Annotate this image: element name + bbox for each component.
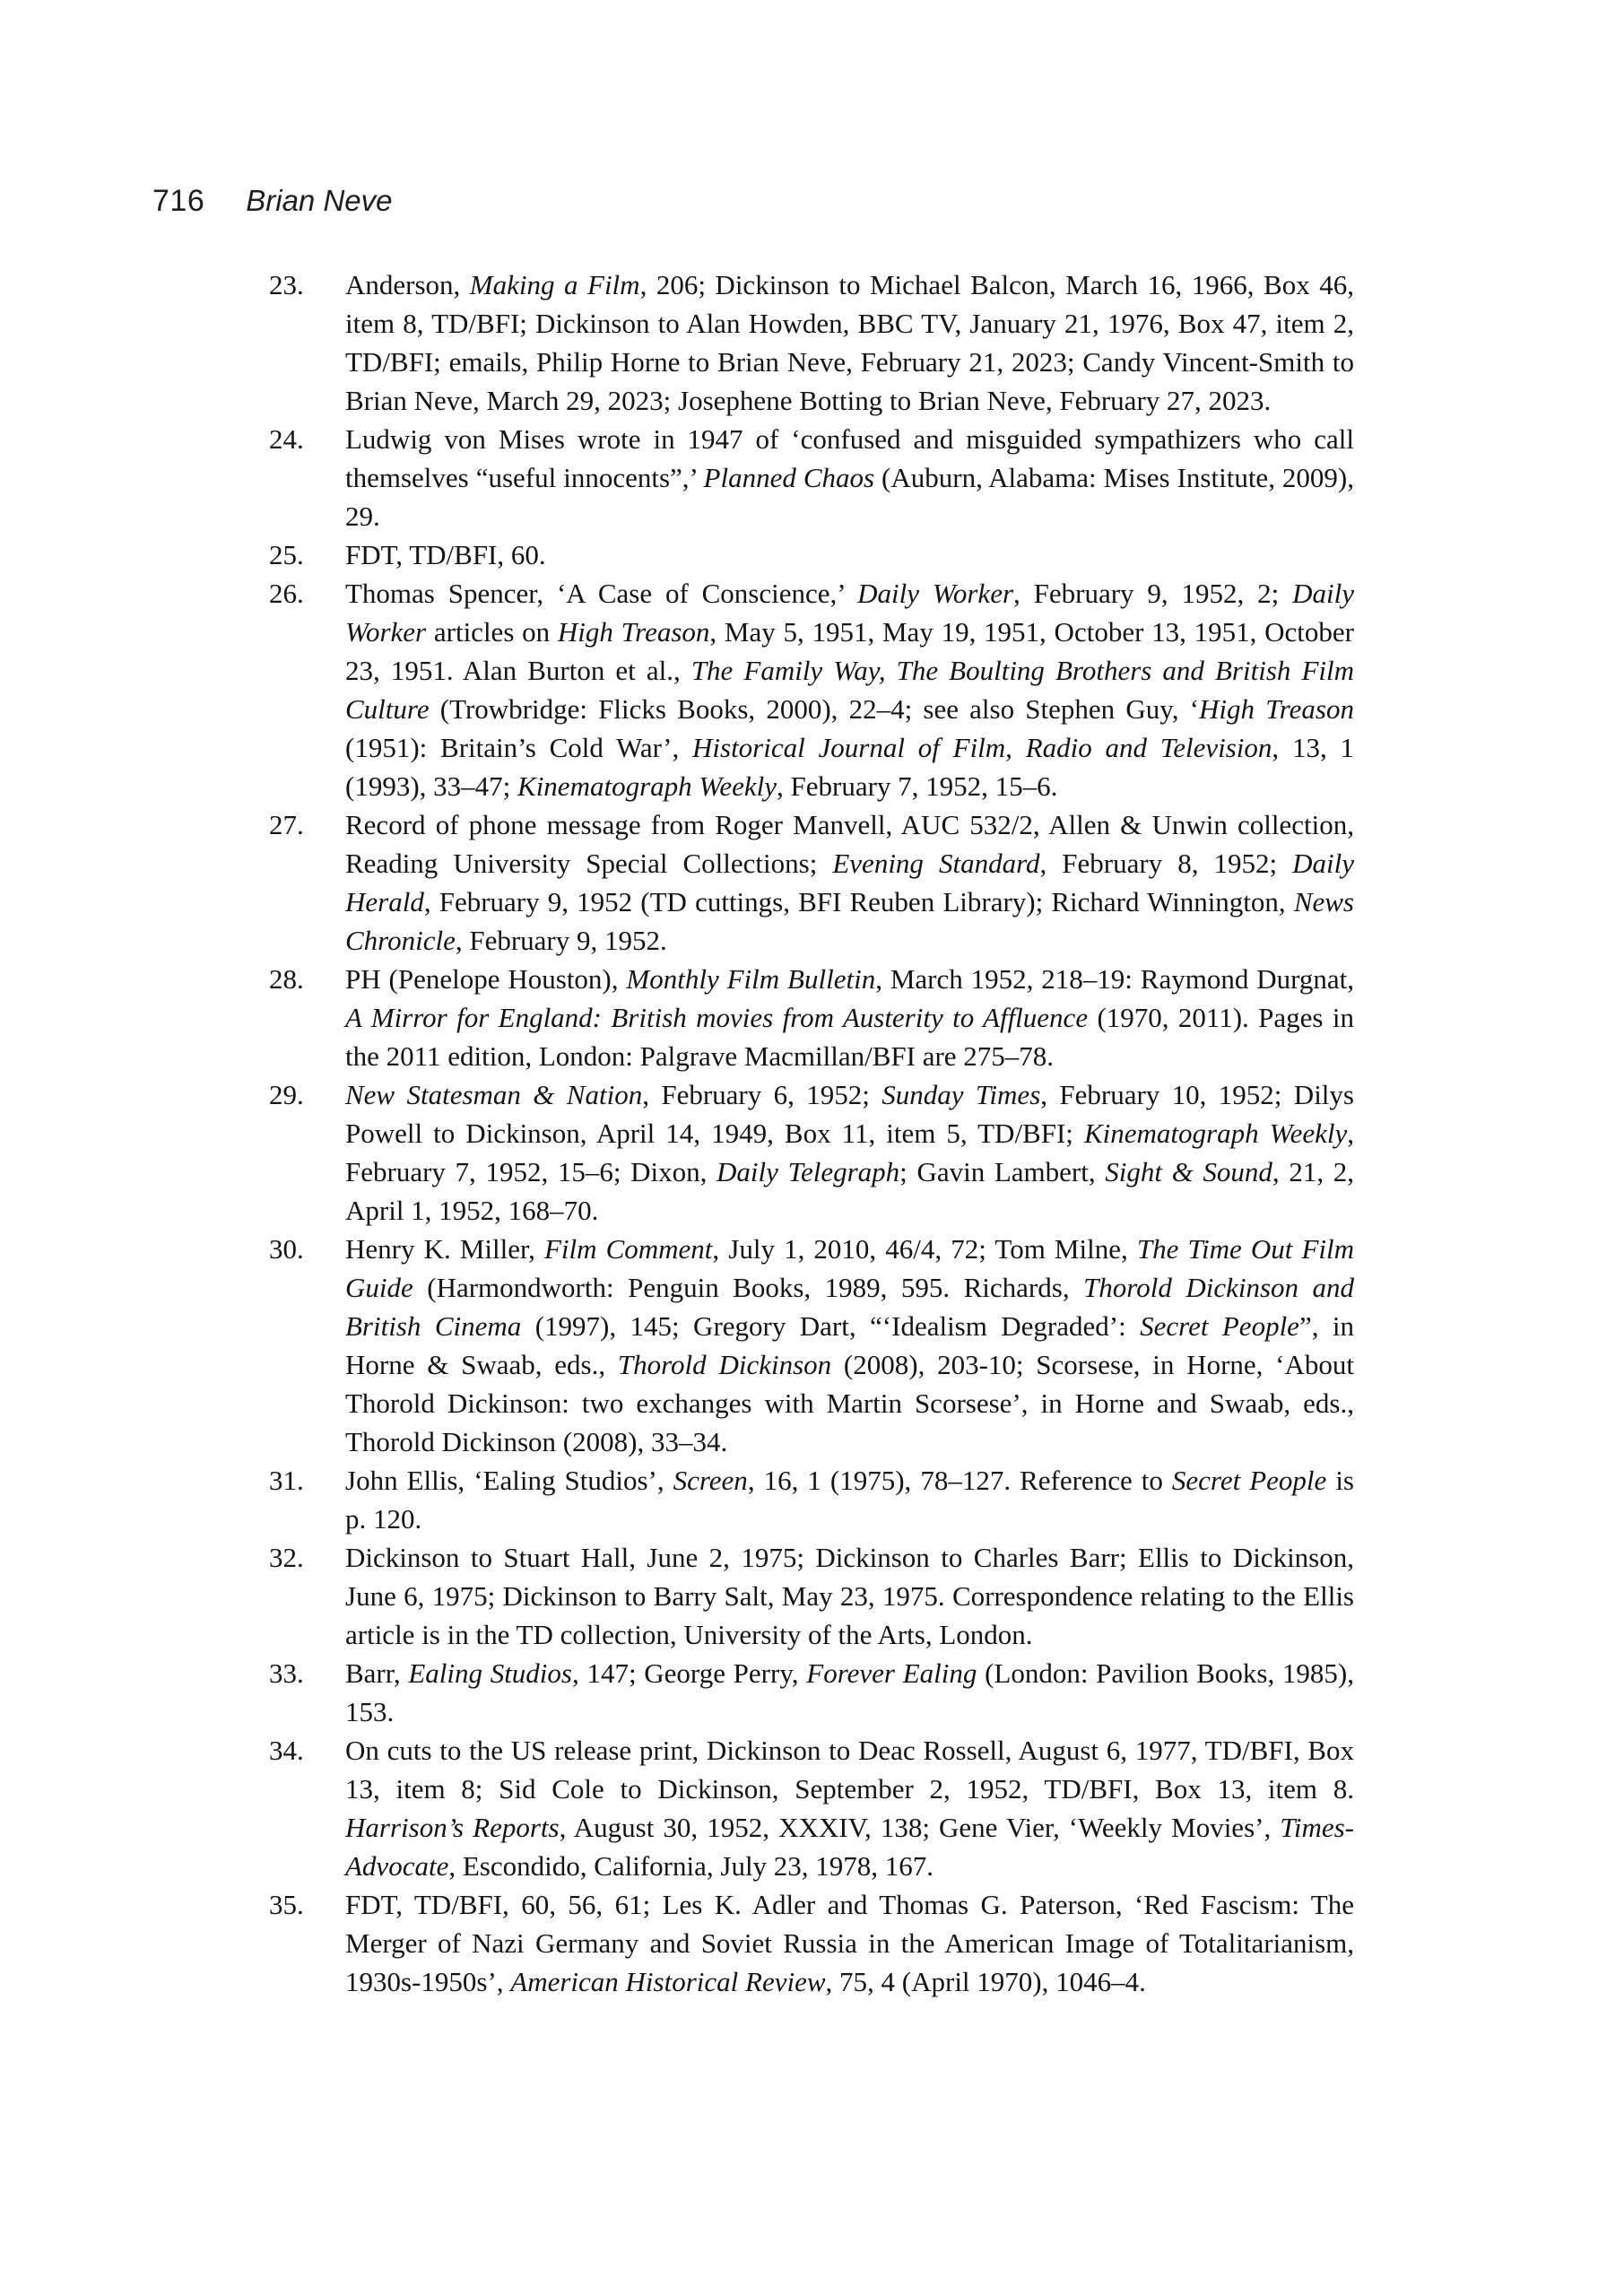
note-text-run: (2008), 203-10; Scorsese, in Horne, ‘About Thorold Dickinson: two exchanges with Martin Scorsese’, in Horne and Swaab, eds., Thorold Dickinson (2008), 33–34.: [345, 1349, 1355, 1457]
note-text-run: ”, in Horne & Swaab, eds.,: [345, 1310, 1355, 1380]
note-text: [345, 1538, 1354, 1654]
note-text-run: , February 9, 1952 (TD cuttings, BFI Reuben Library); Richard Winnington,: [423, 886, 1294, 918]
note-text-italic-run: Secret People: [1171, 1465, 1327, 1496]
note-text-run: , 147; George Perry,: [571, 1657, 807, 1689]
note-text-run: , 206; Dickinson to Michael Balcon, March 16, 1966, Box 46, item 8, TD/BFI; Dickinson to Alan Howden, BBC TV, January 21, 1976, Box 47, item 2, TD/BFI; emails, Philip Horne to Brian Neve, February 21, 2023; Candy Vincent-Smith to Brian Neve, March 29, 2023; Josephene Botting to Brian Neve, February 27, 2023.: [345, 269, 1354, 416]
note-number: 35.: [269, 1889, 304, 1920]
note-text-italic-run: Secret People: [1140, 1310, 1299, 1342]
note-text: [345, 535, 1354, 574]
note-text-run: John Ellis, ‘Ealing Studios’,: [345, 1465, 673, 1496]
note-text-italic-run: Planned Chaos: [703, 462, 875, 493]
note-item: [269, 1230, 1354, 1461]
note-text: [345, 960, 1354, 1075]
note-text-run: (Harmondworth: Penguin Books, 1989, 595. Richards,: [413, 1272, 1084, 1303]
note-text-italic-run: A Mirror for England: British movies from Austerity to Affluence: [345, 1002, 1089, 1033]
note-text-italic-run: New Statesman & Nation: [345, 1079, 643, 1110]
note-text: [345, 420, 1354, 535]
note-text-run: , February 7, 1952, 15–6.: [777, 770, 1058, 802]
note-text-run: , July 1, 2010, 46/4, 72; Tom Milne,: [712, 1233, 1137, 1265]
note-text-run: Dickinson to Stuart Hall, June 2, 1975; Dickinson to Charles Barr; Ellis to Dickinson, June 6, 1975; Dickinson to Barry Salt, May 23, 1975. Correspondence relating to the Ellis article is in the TD collection, University of the Arts, London.: [345, 1542, 1354, 1650]
note-text-run: , Escondido, California, July 23, 1978, 167.: [448, 1850, 934, 1882]
note-text-run: (1997), 145; Gregory Dart, “‘Idealism Degraded’:: [521, 1310, 1141, 1342]
note-text-run: (Trowbridge: Flicks Books, 2000), 22–4; see also Stephen Guy, ‘: [429, 693, 1200, 725]
note-text-run: , 21, 2, April 1, 1952, 168–70.: [345, 1156, 1354, 1226]
note-text-italic-run: High Treason: [557, 616, 710, 648]
note-text-run: Ludwig von Mises wrote in 1947 of ‘confused and misguided sympathizers who call themselves “useful innocents”,’: [345, 423, 1354, 493]
note-number: 33.: [269, 1657, 304, 1689]
note-text-run: FDT, TD/BFI, 60, 56, 61; Les K. Adler and Thomas G. Paterson, ‘Red Fascism: The Merger of Nazi Germany and Soviet Russia in the American Image of Totalitarianism, 1930s-1950s’,: [345, 1889, 1354, 1997]
note-text-run: , February 6, 1952;: [642, 1079, 882, 1110]
note-text-italic-run: Kinematograph Weekly: [1083, 1118, 1348, 1149]
note-text-run: articles on: [426, 616, 558, 648]
note-text-italic-run: Sunday Times: [881, 1079, 1041, 1110]
note-text-italic-run: Kinematograph Weekly: [517, 770, 777, 802]
note-text: [345, 1461, 1354, 1538]
note-text-italic-run: Daily Worker: [345, 578, 1354, 648]
note-item: [269, 1538, 1354, 1654]
note-number: 29.: [269, 1079, 304, 1110]
note-text-run: Barr,: [345, 1657, 409, 1689]
note-text: [345, 805, 1354, 960]
note-text-run: (1951): Britain’s Cold War’,: [345, 732, 692, 763]
note-text-run: , May 5, 1951, May 19, 1951, October 13, 1951, October 23, 1951. Alan Burton et al.,: [345, 616, 1354, 686]
note-text-run: , 75, 4 (April 1970), 1046–4.: [825, 1966, 1146, 1997]
note-text-italic-run: Times-Advocate: [345, 1812, 1354, 1882]
note-number: 34.: [269, 1735, 304, 1766]
note-text-italic-run: Daily Worker: [857, 578, 1014, 609]
note-text-run: PH (Penelope Houston),: [345, 963, 627, 995]
note-text-run: , February 10, 1952; Dilys Powell to Dickinson, April 14, 1949, Box 11, item 5, TD/BFI;: [345, 1079, 1354, 1149]
note-text-run: (Auburn, Alabama: Mises Institute, 2009), 29.: [345, 462, 1354, 532]
note-item: [269, 1731, 1354, 1885]
note-text-run: , 16, 1 (1975), 78–127. Reference to: [747, 1465, 1172, 1496]
note-text-run: Anderson,: [345, 269, 470, 300]
note-text-run: (1970, 2011). Pages in the 2011 edition, London: Palgrave Macmillan/BFI are 275–78.: [345, 1002, 1354, 1072]
note-text-italic-run: Daily Herald: [345, 848, 1354, 918]
note-text-run: , February 9, 1952.: [455, 925, 667, 956]
note-number: 24.: [269, 423, 304, 455]
note-text-run: (London: Pavilion Books, 1985), 153.: [345, 1657, 1355, 1727]
note-text: [345, 1075, 1354, 1230]
note-text-italic-run: News Chronicle: [345, 886, 1354, 956]
note-item: [269, 805, 1354, 960]
note-text: [345, 1230, 1354, 1461]
note-text-run: , August 30, 1952, XXXIV, 138; Gene Vier, ‘Weekly Movies’,: [559, 1812, 1281, 1843]
note-text-italic-run: Sight & Sound: [1105, 1156, 1272, 1187]
note-text-italic-run: Forever Ealing: [806, 1657, 977, 1689]
note-text-run: FDT, TD/BFI, 60.: [345, 539, 546, 570]
note-text: [345, 1731, 1354, 1885]
page-header: [152, 185, 392, 217]
note-text-italic-run: Daily Telegraph: [716, 1156, 900, 1187]
note-text-italic-run: Historical Journal of Film, Radio and Television: [692, 732, 1272, 763]
note-text-italic-run: High Treason: [1199, 693, 1354, 725]
note-item: [269, 265, 1354, 420]
page-number: 716: [152, 184, 205, 218]
note-text-italic-run: Harrison’s Reports: [345, 1812, 560, 1843]
note-text: [345, 265, 1354, 420]
note-text-run: is p. 120.: [345, 1465, 1355, 1535]
note-text-italic-run: Thorold Dickinson: [617, 1349, 832, 1380]
note-item: [269, 420, 1354, 535]
note-text-run: Record of phone message from Roger Manvell, AUC 532/2, Allen & Unwin collection, Reading University Special Collections;: [345, 809, 1354, 879]
endnotes-list: [269, 265, 1354, 2001]
note-item: [269, 1461, 1354, 1538]
note-text-run: , March 1952, 218–19: Raymond Durgnat,: [875, 963, 1354, 995]
note-text-italic-run: Film Comment: [543, 1233, 713, 1265]
note-number: 26.: [269, 578, 304, 609]
note-text: [345, 574, 1354, 805]
note-number: 30.: [269, 1233, 304, 1265]
note-number: 32.: [269, 1542, 304, 1573]
note-text-run: Henry K. Miller,: [345, 1233, 544, 1265]
note-number: 31.: [269, 1465, 304, 1496]
note-item: [269, 1654, 1354, 1731]
note-text-italic-run: The Family Way, The Boulting Brothers and British Film Culture: [345, 655, 1354, 725]
note-text-run: ; Gavin Lambert,: [899, 1156, 1106, 1187]
note-item: [269, 1885, 1354, 2001]
note-text-italic-run: The Time Out Film Guide: [345, 1233, 1354, 1303]
note-text-italic-run: Evening Standard: [832, 848, 1040, 879]
note-text-run: Thomas Spencer, ‘A Case of Conscience,’: [345, 578, 858, 609]
note-text-italic-run: American Historical Review: [510, 1966, 826, 1997]
note-item: [269, 574, 1354, 805]
note-item: [269, 1075, 1354, 1230]
note-number: 28.: [269, 963, 304, 995]
note-text-italic-run: Screen: [673, 1465, 748, 1496]
note-text-italic-run: Making a Film: [469, 269, 640, 300]
note-text-run: , February 9, 1952, 2;: [1013, 578, 1293, 609]
note-text-italic-run: Monthly Film Bulletin: [626, 963, 876, 995]
note-text-run: , February 7, 1952, 15–6; Dixon,: [345, 1118, 1354, 1187]
note-text-run: , February 8, 1952;: [1039, 848, 1293, 879]
note-number: 25.: [269, 539, 304, 570]
note-text-italic-run: Thorold Dickinson and British Cinema: [345, 1272, 1354, 1342]
note-text: [345, 1885, 1354, 2001]
note-text-run: , 13, 1 (1993), 33–47;: [345, 732, 1354, 802]
note-number: 23.: [269, 269, 304, 300]
note-text-italic-run: Ealing Studios: [408, 1657, 572, 1689]
note-number: 27.: [269, 809, 304, 840]
running-head: Brian Neve: [246, 184, 393, 217]
note-text-run: On cuts to the US release print, Dickinson to Deac Rossell, August 6, 1977, TD/BFI, Box 13, item 8; Sid Cole to Dickinson, September 2, 1952, TD/BFI, Box 13, item 8.: [345, 1735, 1354, 1805]
note-item: [269, 535, 1354, 574]
note-item: [269, 960, 1354, 1075]
note-text: [345, 1654, 1354, 1731]
